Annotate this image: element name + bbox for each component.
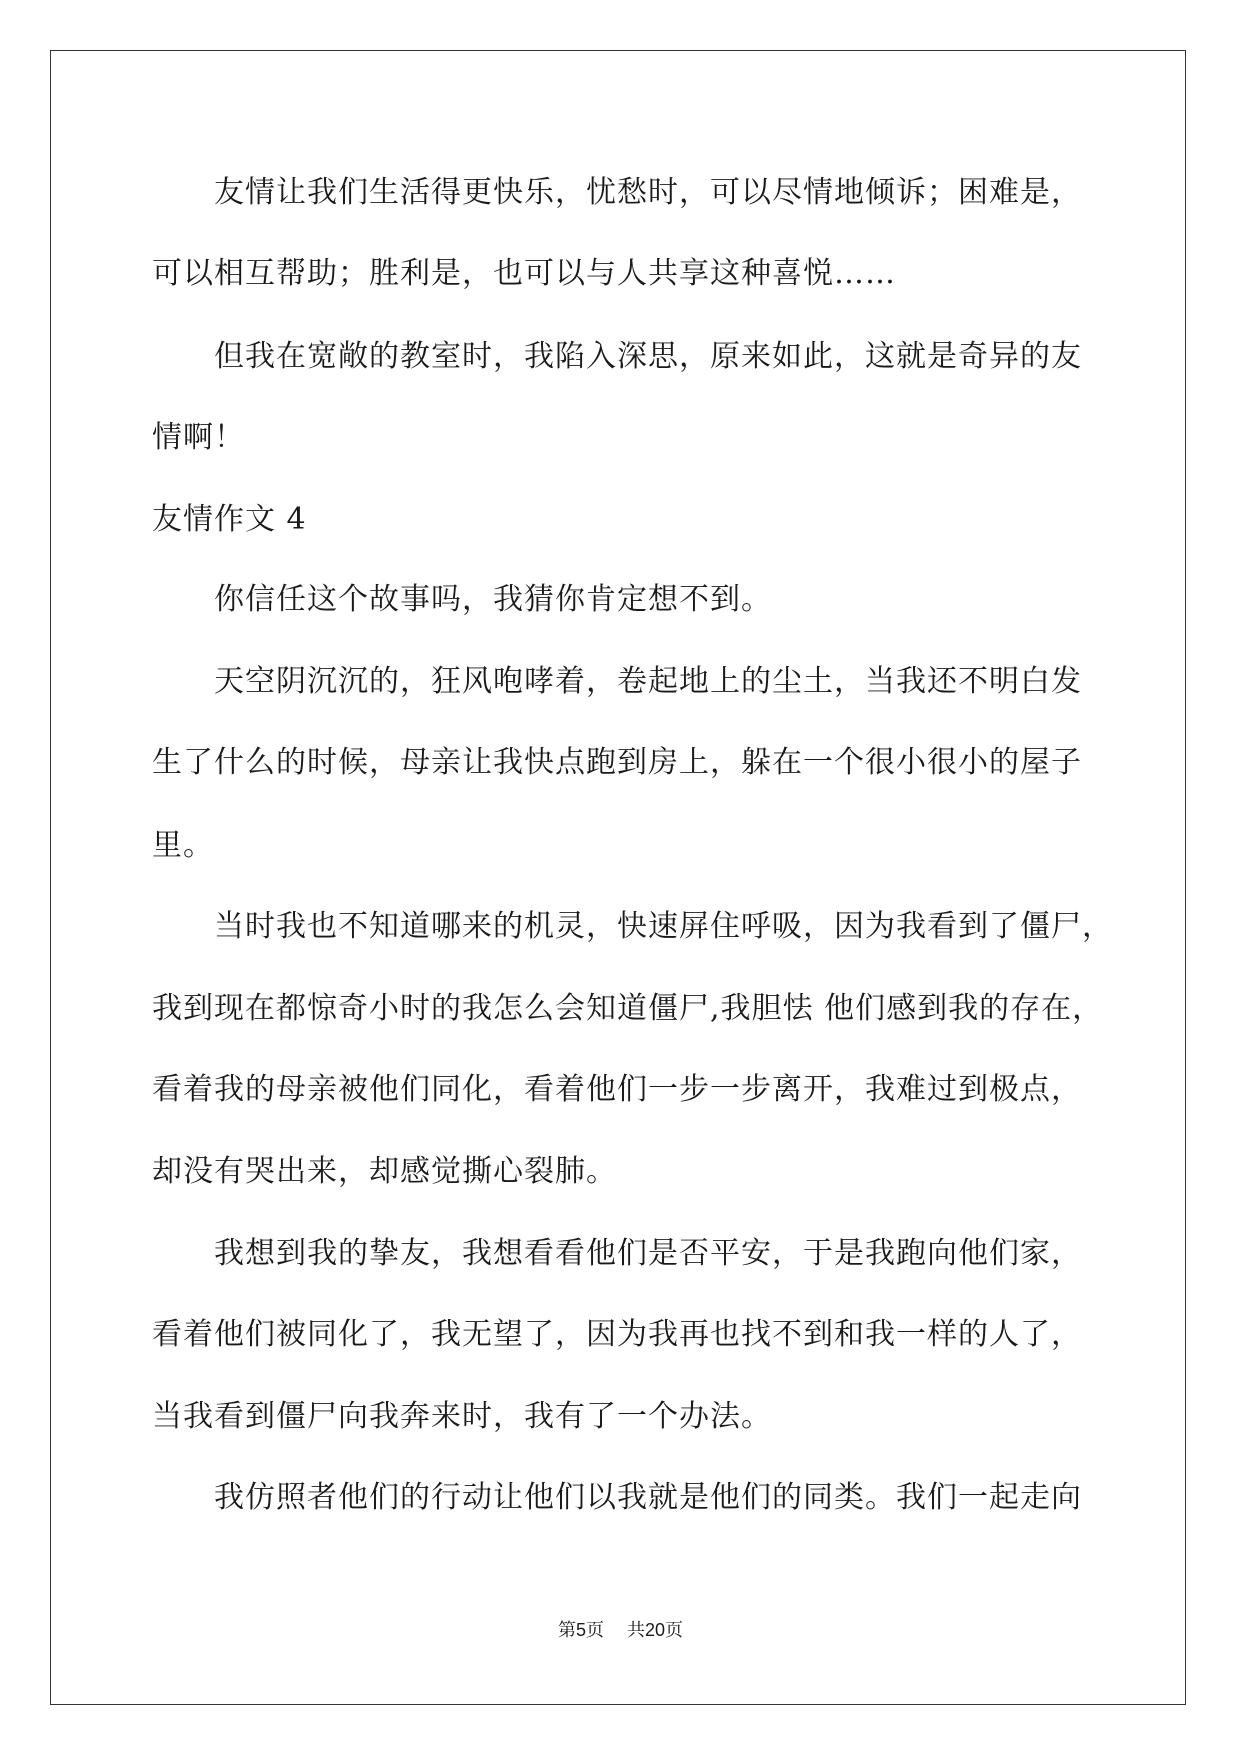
text-line: 却没有哭出来，却感觉撕心裂肺。 [152,1154,617,1189]
text-line: 但我在宽敞的教室时，我陷入深思，原来如此，这就是奇异的友 [214,339,1082,374]
text-line: 你信任这个故事吗，我猜你肯定想不到。 [214,582,772,617]
footer-total-suffix: 页 [664,1620,683,1641]
text-line: 我到现在都惊奇小时的我怎么会知道僵尸,我胆怯 他们感到我的存在， [152,991,1104,1026]
page-border [50,50,1186,1705]
text-line: 友情让我们生活得更快乐，忧愁时，可以尽情地倾诉；困难是， [214,175,1082,210]
footer-total-prefix: 共 [626,1620,645,1641]
text-line: 我仿照者他们的行动让他们以我就是他们的同类。我们一起走向 [214,1480,1082,1515]
text-line: 看着我的母亲被他们同化，看着他们一步一步离开，我难过到极点， [152,1072,1082,1107]
text-line: 当我看到僵尸向我奔来时，我有了一个办法。 [152,1399,772,1434]
text-line: 情啊！ [152,420,245,455]
section-heading: 友情作文 4 [152,502,307,537]
text-line: 可以相互帮助；胜利是，也可以与人共享这种喜悦…… [152,256,896,291]
text-line: 天空阴沉沉的，狂风咆哮着，卷起地上的尘土，当我还不明白发 [214,664,1082,699]
footer-page-current: 5 [576,1620,587,1640]
footer-page-prefix: 第 [558,1620,577,1641]
text-line: 里。 [152,828,214,863]
text-line: 生了什么的时候，母亲让我快点跑到房上，躲在一个很小很小的屋子 [152,745,1082,780]
footer-page-suffix: 页 [586,1620,605,1641]
footer-page-total: 20 [644,1620,665,1640]
page-footer [0,1618,1241,1643]
text-line: 我想到我的挚友，我想看看他们是否平安，于是我跑向他们家， [214,1236,1082,1271]
text-line: 当时我也不知道哪来的机灵，快速屏住呼吸，因为我看到了僵尸， [214,909,1113,944]
text-line: 看着他们被同化了，我无望了，因为我再也找不到和我一样的人了， [152,1317,1082,1352]
